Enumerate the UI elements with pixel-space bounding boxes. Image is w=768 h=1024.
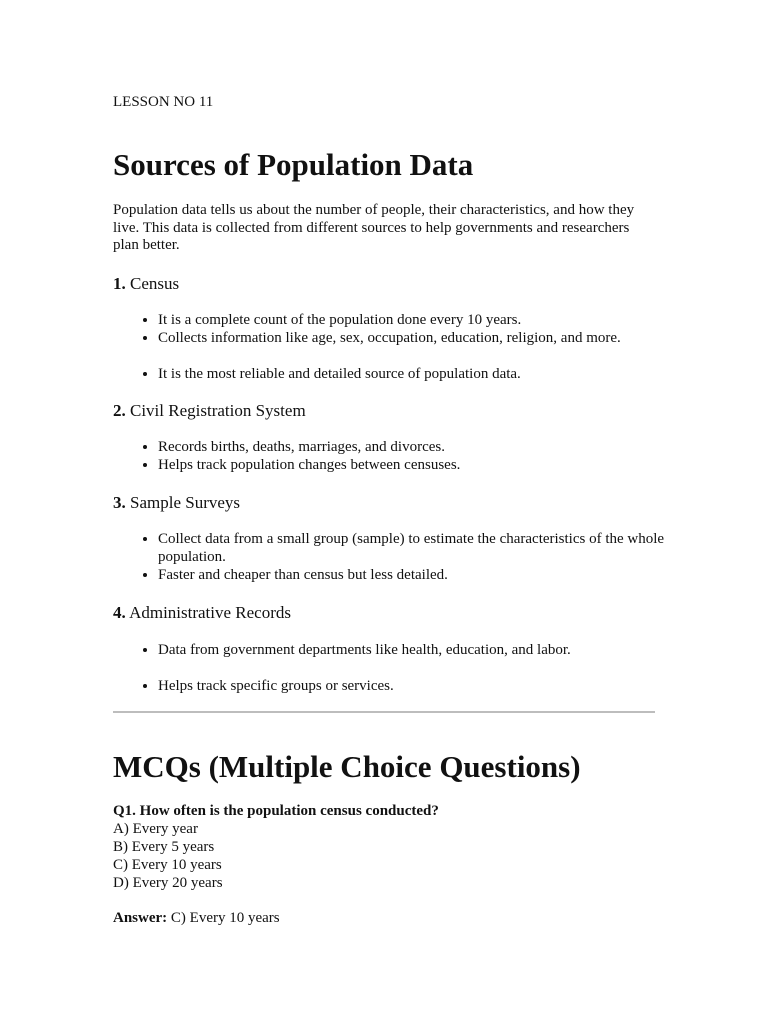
answer-label: Answer:	[113, 910, 168, 926]
section-title: Census	[130, 274, 180, 293]
question-block	[113, 802, 439, 892]
section-title: Civil Registration System	[130, 401, 306, 420]
list-item: • Faster and cheaper than census but less detailed.	[158, 566, 698, 584]
list-item: • Data from government departments like health, education, and labor.	[158, 641, 698, 659]
civil-registration-list	[113, 438, 698, 474]
list-item: • It is the most reliable and detailed source of population data.	[158, 365, 698, 383]
answer-option: C) Every 10 years	[113, 857, 222, 873]
section-heading-sample-surveys	[113, 493, 240, 513]
answer-value: C) Every 10 years	[170, 910, 280, 926]
question-text: Q1. How often is the population census conducted?	[113, 803, 439, 819]
answer-option: A) Every year	[113, 821, 198, 837]
answer-option: D) Every 20 years	[113, 875, 223, 891]
list-item: • Collects information like age, sex, occupation, education, religion, and more.	[158, 329, 698, 347]
administrative-records-list	[113, 641, 698, 695]
answer-line	[113, 910, 280, 927]
section-heading-civil-registration	[113, 401, 306, 421]
intro-paragraph: Population data tells us about the number of people, their characteristics, and how they live. This data is collected from different sources to help governments and researchers plan better.	[113, 202, 635, 253]
list-item: • Helps track specific groups or services.	[158, 677, 698, 695]
section-title: Sample Surveys	[130, 493, 241, 512]
list-item: • Helps track population changes between censuses.	[158, 456, 698, 474]
answer-option: B) Every 5 years	[113, 839, 215, 855]
lesson-label: LESSON NO 11	[113, 94, 214, 110]
section-number: 4.	[113, 603, 126, 622]
section-divider	[113, 711, 655, 713]
mcq-title: MCQs (Multiple Choice Questions)	[113, 749, 581, 784]
list-item: • It is a complete count of the population done every 10 years.	[158, 311, 698, 329]
section-heading-administrative-records	[113, 603, 291, 623]
page-title: Sources of Population Data	[113, 147, 474, 182]
list-item: • Collect data from a small group (sample) to estimate the characteristics of the whole population.	[158, 530, 698, 566]
section-heading-census	[113, 274, 179, 294]
section-number: 3.	[113, 493, 126, 512]
section-number: 1.	[113, 274, 126, 293]
list-item: • Records births, deaths, marriages, and divorces.	[158, 438, 698, 456]
section-number: 2.	[113, 401, 126, 420]
section-title: Administrative Records	[129, 603, 292, 622]
census-list	[113, 311, 698, 383]
sample-surveys-list	[113, 530, 698, 584]
